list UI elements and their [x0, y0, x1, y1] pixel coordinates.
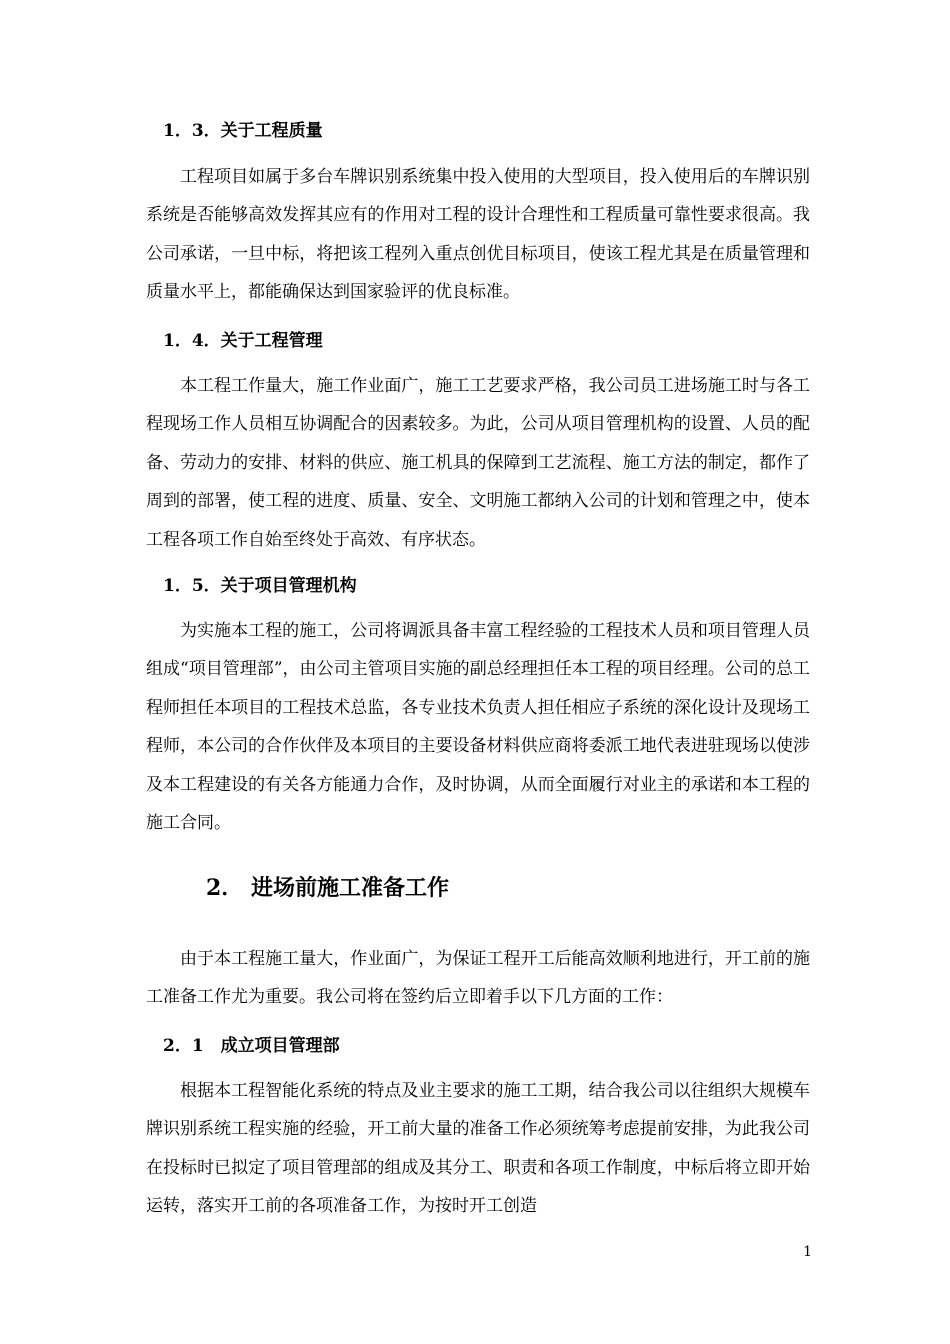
- section-1-4-heading: 1．4．关于工程管理: [163, 331, 323, 351]
- section-2-heading: 2． 进场前施工准备工作: [206, 875, 449, 901]
- page-number: 1: [803, 1244, 812, 1260]
- section-1-3-paragraph: 工程项目如属于多台车牌识别系统集中投入使用的大型项目，投入使用后的车牌识别系统是否能够高效发挥其应有的作用对工程的设计合理性和工程质量可靠性要求很高。我公司承诺，一旦中标，将把该工程列入重点创优目标项目，使该工程尤其是在质量管理和质量水平上，都能确保达到国家验评的优良标准。: [146, 167, 810, 303]
- section-2-1-paragraph: 根据本工程智能化系统的特点及业主要求的施工工期，结合我公司以往组织大规模车牌识别系统工程实施的经验，开工前大量的准备工作必须统筹考虑提前安排，为此我公司在投标时已拟定了项目管理部的组成及其分工、职责和各项工作制度，中标后将立即开始运转，落实开工前的各项准备工作，为按时开工创造: [146, 1081, 810, 1217]
- section-2-paragraph: 由于本工程施工量大，作业面广，为保证工程开工后能高效顺利地进行，开工前的施工准备工作尤为重要。我公司将在签约后立即着手以下几方面的工作：: [146, 949, 810, 1008]
- section-1-5-paragraph: 为实施本工程的施工，公司将调派具备丰富工程经验的工程技术人员和项目管理人员组成“项目管理部”，由公司主管项目实施的副总经理担任本工程的项目经理。公司的总工程师担任本项目的工程技术总监，各专业技术负责人担任相应子系统的深化设计及现场工程师，本公司的合作伙伴及本项目的主要设备材料供应商将委派工地代表进驻现场以使涉及本工程建设的有关各方能通力合作，及时协调，从而全面履行对业主的承诺和本工程的施工合同。: [146, 621, 810, 834]
- section-1-4-paragraph: 本工程工作量大，施工作业面广，施工工艺要求严格，我公司员工进场施工时与各工程现场工作人员相互协调配合的因素较多。为此，公司从项目管理机构的设置、人员的配备、劳动力的安排、材料的供应、施工机具的保障到工艺流程、施工方法的制定，都作了周到的部署，使工程的进度、质量、安全、文明施工都纳入公司的计划和管理之中，使本工程各项工作自始至终处于高效、有序状态。: [146, 376, 810, 550]
- section-2-1-heading: 2．1 成立项目管理部: [163, 1036, 340, 1056]
- section-1-5-heading: 1．5．关于项目管理机构: [163, 576, 357, 596]
- section-1-3-heading: 1．3．关于工程质量: [163, 121, 323, 141]
